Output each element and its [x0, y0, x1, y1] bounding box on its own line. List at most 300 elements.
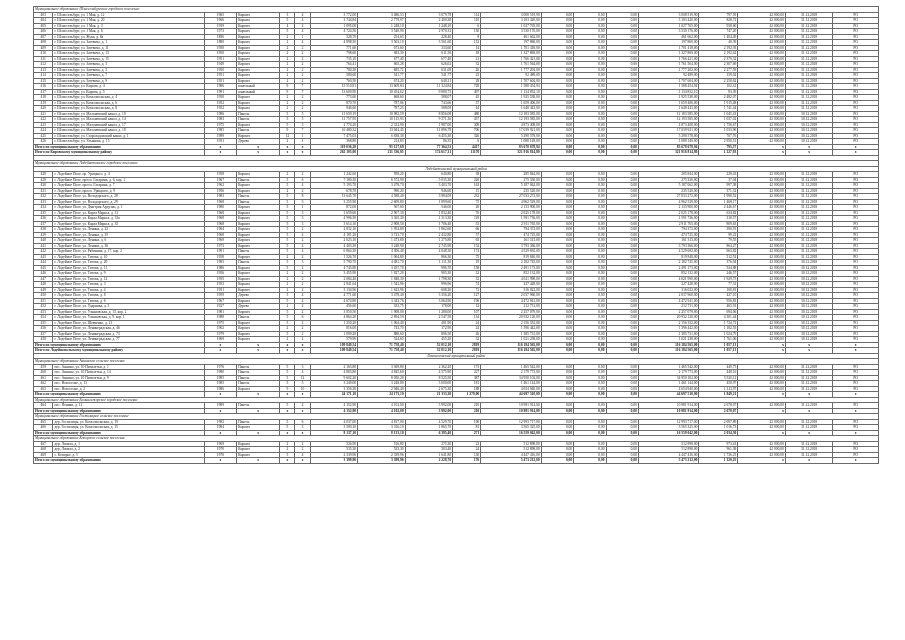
table-cell: Кирпич: [237, 183, 280, 189]
table-cell: 42 000,00: [738, 271, 786, 277]
table-cell: 2: [295, 95, 310, 101]
table-cell: 2: [295, 282, 310, 288]
table-cell: 2 911 765,00: [638, 221, 699, 227]
table-cell: 9: [280, 128, 295, 134]
table-cell: 0,00: [574, 331, 606, 337]
table-cell: 0,00: [574, 150, 606, 156]
table-cell: 1: [295, 205, 310, 211]
table-cell: 178,00: [405, 304, 453, 310]
table-cell: 0,00: [574, 342, 606, 348]
table-cell: 432: [34, 194, 53, 200]
table-cell: г. Шлиссельбург, ул. Комсомольская, д. 6: [53, 100, 204, 106]
table-cell: 262 103,00: [310, 150, 358, 156]
table-cell: 3 103 420,00: [481, 18, 542, 24]
table-cell: 1896: [204, 34, 236, 40]
table-cell: 5: [280, 260, 295, 266]
table-cell: г. Шлиссельбург, ул. Ульянова, д. 15: [53, 139, 204, 145]
table-cell: 512 898,00: [481, 447, 542, 453]
table-cell: 6 572,90: [358, 177, 406, 183]
table-cell: РО: [833, 221, 879, 227]
table-cell: 0,00: [574, 315, 606, 321]
table-cell: 465: [34, 419, 53, 425]
table-cell: 1982: [204, 419, 236, 425]
table-cell: 4 181,20: [310, 232, 358, 238]
table-cell: 2 182 745,00: [638, 260, 699, 266]
table-cell: 75: [453, 199, 481, 205]
table-cell: 0,00: [541, 150, 573, 156]
table-cell: 42 000,00: [738, 199, 786, 205]
table-cell: 190: [453, 419, 481, 425]
table-cell: 0,00: [541, 67, 573, 73]
table-cell: 0,00: [541, 348, 573, 354]
table-cell: 1959: [204, 293, 236, 299]
table-cell: Панель: [237, 177, 280, 183]
table-cell: 42 000,00: [738, 106, 786, 112]
table-cell: 436: [34, 216, 53, 222]
table-cell: 31.12.2018: [785, 364, 833, 370]
table-cell: Кирпич: [237, 78, 280, 84]
table-cell: 31.12.2018: [785, 106, 833, 112]
table-cell: 0,00: [574, 172, 606, 178]
table-cell: 20 932 120,00: [638, 315, 699, 321]
table-cell: Кирпич: [237, 18, 280, 24]
table-cell: 4: [295, 18, 310, 24]
table-cell: 31.12.2018: [785, 210, 833, 216]
table-cell: 0,00: [574, 326, 606, 332]
table-cell: x: [204, 150, 236, 156]
table-cell: x: [204, 430, 236, 436]
table-cell: 0,00: [574, 271, 606, 277]
table-cell: 27 033 272,00: [638, 194, 699, 200]
table-cell: 1939: [204, 23, 236, 29]
table-cell: 42 000,00: [738, 34, 786, 40]
table-cell: 463: [34, 386, 53, 392]
table-cell: 12: [280, 133, 295, 139]
table-cell: 2: [280, 441, 295, 447]
table-cell: 5 187 062,00: [638, 183, 699, 189]
table-cell: г. Лодейное Поле, просп. Гагарина, д. 7: [53, 183, 204, 189]
table-cell: 5 290 578,00: [638, 133, 699, 139]
table-cell: 42 000,00: [738, 227, 786, 233]
table-cell: 0,00: [574, 51, 606, 57]
table-cell: 2 307,69: [699, 62, 738, 68]
table-cell: 44 697 510,00: [481, 392, 542, 398]
table-cell: 44 697 510,00: [638, 392, 699, 398]
table-cell: 2 192,93: [699, 45, 738, 51]
table-cell: 5: [280, 183, 295, 189]
table-cell: 10 115,93: [358, 117, 406, 123]
table-cell: 2 894,50: [358, 315, 406, 321]
table-cell: 3 455,90: [310, 271, 358, 277]
table-cell: 2: [295, 62, 310, 68]
table-cell: 852 132,00: [481, 271, 542, 277]
table-cell: 2 362,20: [405, 364, 453, 370]
table-cell: 0,00: [541, 128, 573, 134]
table-cell: 2 037 960,00: [481, 293, 542, 299]
table-cell: 430: [34, 183, 53, 189]
table-cell: 0,00: [574, 205, 606, 211]
table-cell: 449: [34, 287, 53, 293]
table-cell: 1 227,93: [699, 150, 738, 156]
table-cell: 1 275,80: [405, 238, 453, 244]
table-cell: Кирпич: [237, 232, 280, 238]
table-cell: 42 000,00: [738, 172, 786, 178]
table-cell: x: [295, 430, 310, 436]
table-cell: 0,00: [574, 243, 606, 249]
table-cell: Панель: [237, 260, 280, 266]
table-cell: 3 500,10: [310, 425, 358, 431]
table-cell: РО: [833, 364, 879, 370]
table-cell: 4 529 692,00: [481, 249, 542, 255]
table-cell: 333,75: [358, 304, 406, 310]
table-cell: Панель: [237, 194, 280, 200]
table-cell: x: [738, 144, 786, 150]
table-cell: 316 022,00: [481, 287, 542, 293]
total-label: Итого по муниципальному образованию: [34, 392, 205, 398]
table-cell: 0,00: [574, 304, 606, 310]
table-cell: 30.12.2018: [785, 133, 833, 139]
table-cell: 8 030,20: [358, 375, 406, 381]
table-cell: 27 033 272,00: [481, 194, 542, 200]
table-cell: 433: [34, 199, 53, 205]
table-cell: 1 473,80: [358, 238, 406, 244]
table-cell: 459: [34, 364, 53, 370]
table-cell: 3 793 366,00: [638, 243, 699, 249]
table-cell: 6 864,30: [310, 249, 358, 255]
table-cell: 31.12.2018: [785, 386, 833, 392]
table-cell: 462: [34, 381, 53, 387]
table-cell: 81: [453, 425, 481, 431]
table-cell: 1 526,70: [310, 254, 358, 260]
table-cell: 419: [34, 100, 53, 106]
table-cell: 28: [453, 78, 481, 84]
table-cell: 31.12.2018: [785, 243, 833, 249]
table-cell: 4 654 940,00: [638, 386, 699, 392]
table-cell: 9 602,20: [310, 375, 358, 381]
table-cell: 42 000,00: [738, 320, 786, 326]
table-cell: 1968: [204, 232, 236, 238]
table-cell: 0,00: [541, 243, 573, 249]
table-cell: 457: [453, 117, 481, 123]
table-cell: 1 623,96: [358, 287, 406, 293]
table-cell: 42 000,00: [738, 238, 786, 244]
table-cell: x: [785, 408, 833, 414]
table-cell: 65: [453, 238, 481, 244]
table-cell: 946,60: [310, 106, 358, 112]
table-cell: 5: [280, 227, 295, 233]
table-cell: РО: [833, 441, 879, 447]
table-cell: г. Лодейное Поле, ул. Ульяновская, д. 15, кор. 2: [53, 309, 204, 315]
table-cell: 426: [34, 139, 53, 145]
table-cell: 0,00: [574, 293, 606, 299]
table-cell: 467: [34, 441, 53, 447]
table-cell: 1 849,21: [699, 392, 738, 398]
table-cell: 72: [453, 287, 481, 293]
table-cell: РО: [833, 320, 879, 326]
table-cell: 404: [34, 18, 53, 24]
table-cell: 372,90: [405, 326, 453, 332]
table-cell: 0,00: [606, 282, 638, 288]
table-cell: 31.12.2018: [785, 403, 833, 409]
table-cell: 4: [295, 29, 310, 35]
table-cell: 1 591 736,00: [481, 216, 542, 222]
table-cell: г. Лодейное Поле, ул. Ленина, д. 6: [53, 238, 204, 244]
table-cell: 5: [280, 298, 295, 304]
table-cell: 42 000,00: [738, 29, 786, 35]
table-cell: 24: [453, 320, 481, 326]
table-cell: 2 745,90: [405, 243, 453, 249]
table-cell: 46: [453, 331, 481, 337]
table-cell: 0,00: [606, 18, 638, 24]
table-cell: 0,00: [574, 12, 606, 18]
table-cell: 52 012,10: [405, 342, 453, 348]
table-cell: 0,00: [606, 375, 638, 381]
table-cell: 634,82: [699, 210, 738, 216]
table-cell: 271: [453, 430, 481, 436]
table-cell: 0,00: [606, 276, 638, 282]
table-cell: 5 473 212,00: [481, 458, 542, 464]
table-cell: 2 678,07: [699, 403, 738, 409]
table-cell: 0,00: [606, 348, 638, 354]
table-cell: 0,00: [574, 265, 606, 271]
table-cell: 1969: [204, 441, 236, 447]
table-cell: 3 008 519,90: [638, 12, 699, 18]
table-cell: x: [280, 342, 295, 348]
table-cell: 2: [295, 67, 310, 73]
table-cell: 0,00: [606, 425, 638, 431]
table-cell: 2 970,33: [405, 29, 453, 35]
table-cell: 407: [34, 34, 53, 40]
table-cell: 3 134,96: [310, 287, 358, 293]
table-cell: 1 465 542,00: [481, 364, 542, 370]
table-cell: 5: [295, 117, 310, 123]
table-cell: 5: [280, 232, 295, 238]
table-cell: 694,06: [699, 309, 738, 315]
table-cell: x: [280, 408, 295, 414]
table-cell: 5: [280, 419, 295, 425]
table-cell: РО: [833, 100, 879, 106]
table-cell: 1 777 202,00: [481, 67, 542, 73]
table-cell: 3 369,80: [358, 364, 406, 370]
table-cell: 102,41: [699, 84, 738, 90]
table-cell: x: [295, 144, 310, 150]
table-cell: 75: [453, 254, 481, 260]
table-cell: Кирпич: [237, 106, 280, 112]
table-cell: 441: [34, 243, 53, 249]
table-cell: 37,04: [699, 177, 738, 183]
table-cell: 461 662,00: [638, 34, 699, 40]
table-cell: 1 027 765,00: [481, 23, 542, 29]
table-cell: 376,94: [699, 260, 738, 266]
table-cell: 0,00: [574, 260, 606, 266]
table-cell: 42 000,00: [738, 95, 786, 101]
total-label: Итого по муниципальному образованию: [34, 408, 205, 414]
table-cell: 57: [453, 232, 481, 238]
table-cell: 0,00: [606, 331, 638, 337]
table-cell: 1989: [204, 403, 236, 409]
table-cell: Дерево: [237, 139, 280, 145]
table-cell: 13 944,45: [358, 128, 406, 134]
table-cell: 2: [280, 45, 295, 51]
table-cell: 5 790,70: [310, 260, 358, 266]
table-cell: 2 023,10: [310, 238, 358, 244]
table-cell: 42 000,00: [738, 386, 786, 392]
table-cell: 31.12.2018: [785, 51, 833, 57]
table-cell: 0,00: [574, 452, 606, 458]
table-cell: 4 447 416,00: [638, 452, 699, 458]
table-cell: 212 731,00: [481, 304, 542, 310]
table-cell: г. Лодейное Поле, ул. Титова, д. 6: [53, 298, 204, 304]
table-cell: 996,96: [405, 282, 453, 288]
table-cell: 0,00: [541, 194, 573, 200]
table-cell: 5: [280, 381, 295, 387]
table-cell: 42 000,00: [738, 128, 786, 134]
table-cell: x: [833, 392, 879, 398]
total-label: Итого по Лодейнопольскому муниципальному району: [34, 348, 205, 354]
table-cell: 158: [453, 265, 481, 271]
table-cell: 326: [453, 133, 481, 139]
table-cell: x: [280, 458, 295, 464]
table-cell: 2 037 960,00: [638, 293, 699, 299]
table-cell: 1958: [204, 172, 236, 178]
table-cell: г. Лодейное Поле, ул. Карла Маркса, д. 35: [53, 221, 204, 227]
table-cell: Кирпич: [237, 188, 280, 194]
table-cell: 99,22: [699, 232, 738, 238]
table-cell: 303,40: [405, 447, 453, 453]
row-heading: Муниципальное образование Шлиссельбургское городское поселение: [34, 7, 879, 13]
table-cell: 30.12.2018: [785, 287, 833, 293]
table-cell: РО: [833, 78, 879, 84]
table-cell: РО: [833, 40, 879, 46]
table-cell: 321 916 814,80: [481, 150, 542, 156]
table-cell: 9 080,73: [405, 89, 453, 95]
table-cell: 6: [453, 139, 481, 145]
table-cell: панельный: [237, 84, 280, 90]
table-cell: 31.12.2018: [785, 441, 833, 447]
table-cell: г. Лодейное Поле, ул. Карла Маркса, д. 33а: [53, 216, 204, 222]
table-cell: 0,00: [606, 111, 638, 117]
table-cell: 275 330,00: [638, 177, 699, 183]
housing-register-table: [33, 6, 879, 464]
table-cell: 1 925 538,00: [638, 95, 699, 101]
table-cell: 640,80: [405, 172, 453, 178]
table-cell: 707,76: [699, 133, 738, 139]
table-cell: 42 000,00: [738, 276, 786, 282]
table-cell: 403: [34, 12, 53, 18]
table-cell: 42 000,00: [738, 243, 786, 249]
table-cell: 4: [295, 249, 310, 255]
table-cell: 0,00: [541, 425, 573, 431]
table-cell: Панель: [237, 117, 280, 123]
table-cell: РО: [833, 194, 879, 200]
table-cell: 30.12.2018: [785, 122, 833, 128]
table-cell: 0,00: [541, 392, 573, 398]
table-cell: 30.12.2018: [785, 326, 833, 332]
table-cell: 1951: [204, 73, 236, 79]
table-cell: 512 898,00: [638, 441, 699, 447]
table-cell: 83 678 678,94: [638, 144, 699, 150]
table-cell: 0,00: [541, 139, 573, 145]
table-cell: 0,00: [574, 117, 606, 123]
table-cell: 428: [34, 172, 53, 178]
table-cell: РО: [833, 337, 879, 343]
table-cell: 1950: [204, 45, 236, 51]
table-cell: 4: [295, 403, 310, 409]
table-cell: 5: [280, 370, 295, 376]
table-cell: 541,77: [358, 73, 406, 79]
table-cell: 1 736,25: [699, 452, 738, 458]
table-cell: г. Лодейное Поле, ул. Ленинградская, д. 46: [53, 326, 204, 332]
table-cell: 1950: [204, 51, 236, 57]
table-cell: 31.12.2018: [785, 12, 833, 18]
table-cell: 42 000,00: [738, 265, 786, 271]
table-cell: 2 312,90: [358, 122, 406, 128]
table-cell: 450,97: [699, 381, 738, 387]
table-cell: Кирпич: [237, 122, 280, 128]
table-cell: 0,00: [541, 84, 573, 90]
table-cell: 2: [280, 34, 295, 40]
table-cell: 328,70: [310, 34, 358, 40]
table-cell: 450: [34, 293, 53, 299]
table-cell: 31.12.2018: [785, 23, 833, 29]
table-cell: 8 133,10: [358, 430, 406, 436]
table-cell: 1983: [204, 117, 236, 123]
table-cell: 4 403,30: [310, 243, 358, 249]
table-cell: 24: [453, 447, 481, 453]
table-cell: Панель: [237, 370, 280, 376]
table-cell: 1880: [204, 40, 236, 46]
table-cell: 42 000,00: [738, 12, 786, 18]
table-cell: 3 050,50: [310, 309, 358, 315]
table-cell: 461: [34, 375, 53, 381]
table-cell: 852 132,00: [638, 271, 699, 277]
table-cell: 30.12.2018: [785, 331, 833, 337]
table-cell: 0,00: [541, 29, 573, 35]
table-cell: 4 962 529,00: [481, 199, 542, 205]
table-cell: Кирпич: [237, 227, 280, 233]
table-cell: РО: [833, 243, 879, 249]
table-cell: Панель: [237, 315, 280, 321]
table-cell: г. Лодейное Поле, ул. Титова, д. 8: [53, 293, 204, 299]
table-cell: 3 723,70: [358, 232, 406, 238]
table-cell: Кирпич: [237, 271, 280, 277]
table-cell: 118: [453, 216, 481, 222]
table-cell: 1 925 538,00: [481, 95, 542, 101]
table-cell: 2: [280, 304, 295, 310]
table-cell: 0,00: [574, 128, 606, 134]
table-cell: Панель: [237, 403, 280, 409]
table-cell: 0,00: [541, 452, 573, 458]
table-cell: 0,00: [574, 298, 606, 304]
table-cell: 116 184 565,00: [638, 348, 699, 354]
table-cell: 31.12.2018: [785, 232, 833, 238]
table-cell: Панель: [237, 364, 280, 370]
table-cell: 161 313,00: [638, 238, 699, 244]
table-cell: 588,09: [405, 106, 453, 112]
table-cell: 11170: [453, 150, 481, 156]
table-cell: 870,70: [310, 100, 358, 106]
table-cell: x: [738, 392, 786, 398]
table-cell: 42 000,00: [738, 78, 786, 84]
table-cell: 31.12.2018: [785, 238, 833, 244]
table-cell: Кирпич: [237, 243, 280, 249]
table-cell: 5: [280, 18, 295, 24]
table-cell: x: [785, 430, 833, 436]
table-cell: 668,60: [358, 95, 406, 101]
table-cell: 42 000,00: [738, 293, 786, 299]
table-cell: 0,00: [541, 188, 573, 194]
table-cell: 116 184 565,00: [638, 342, 699, 348]
